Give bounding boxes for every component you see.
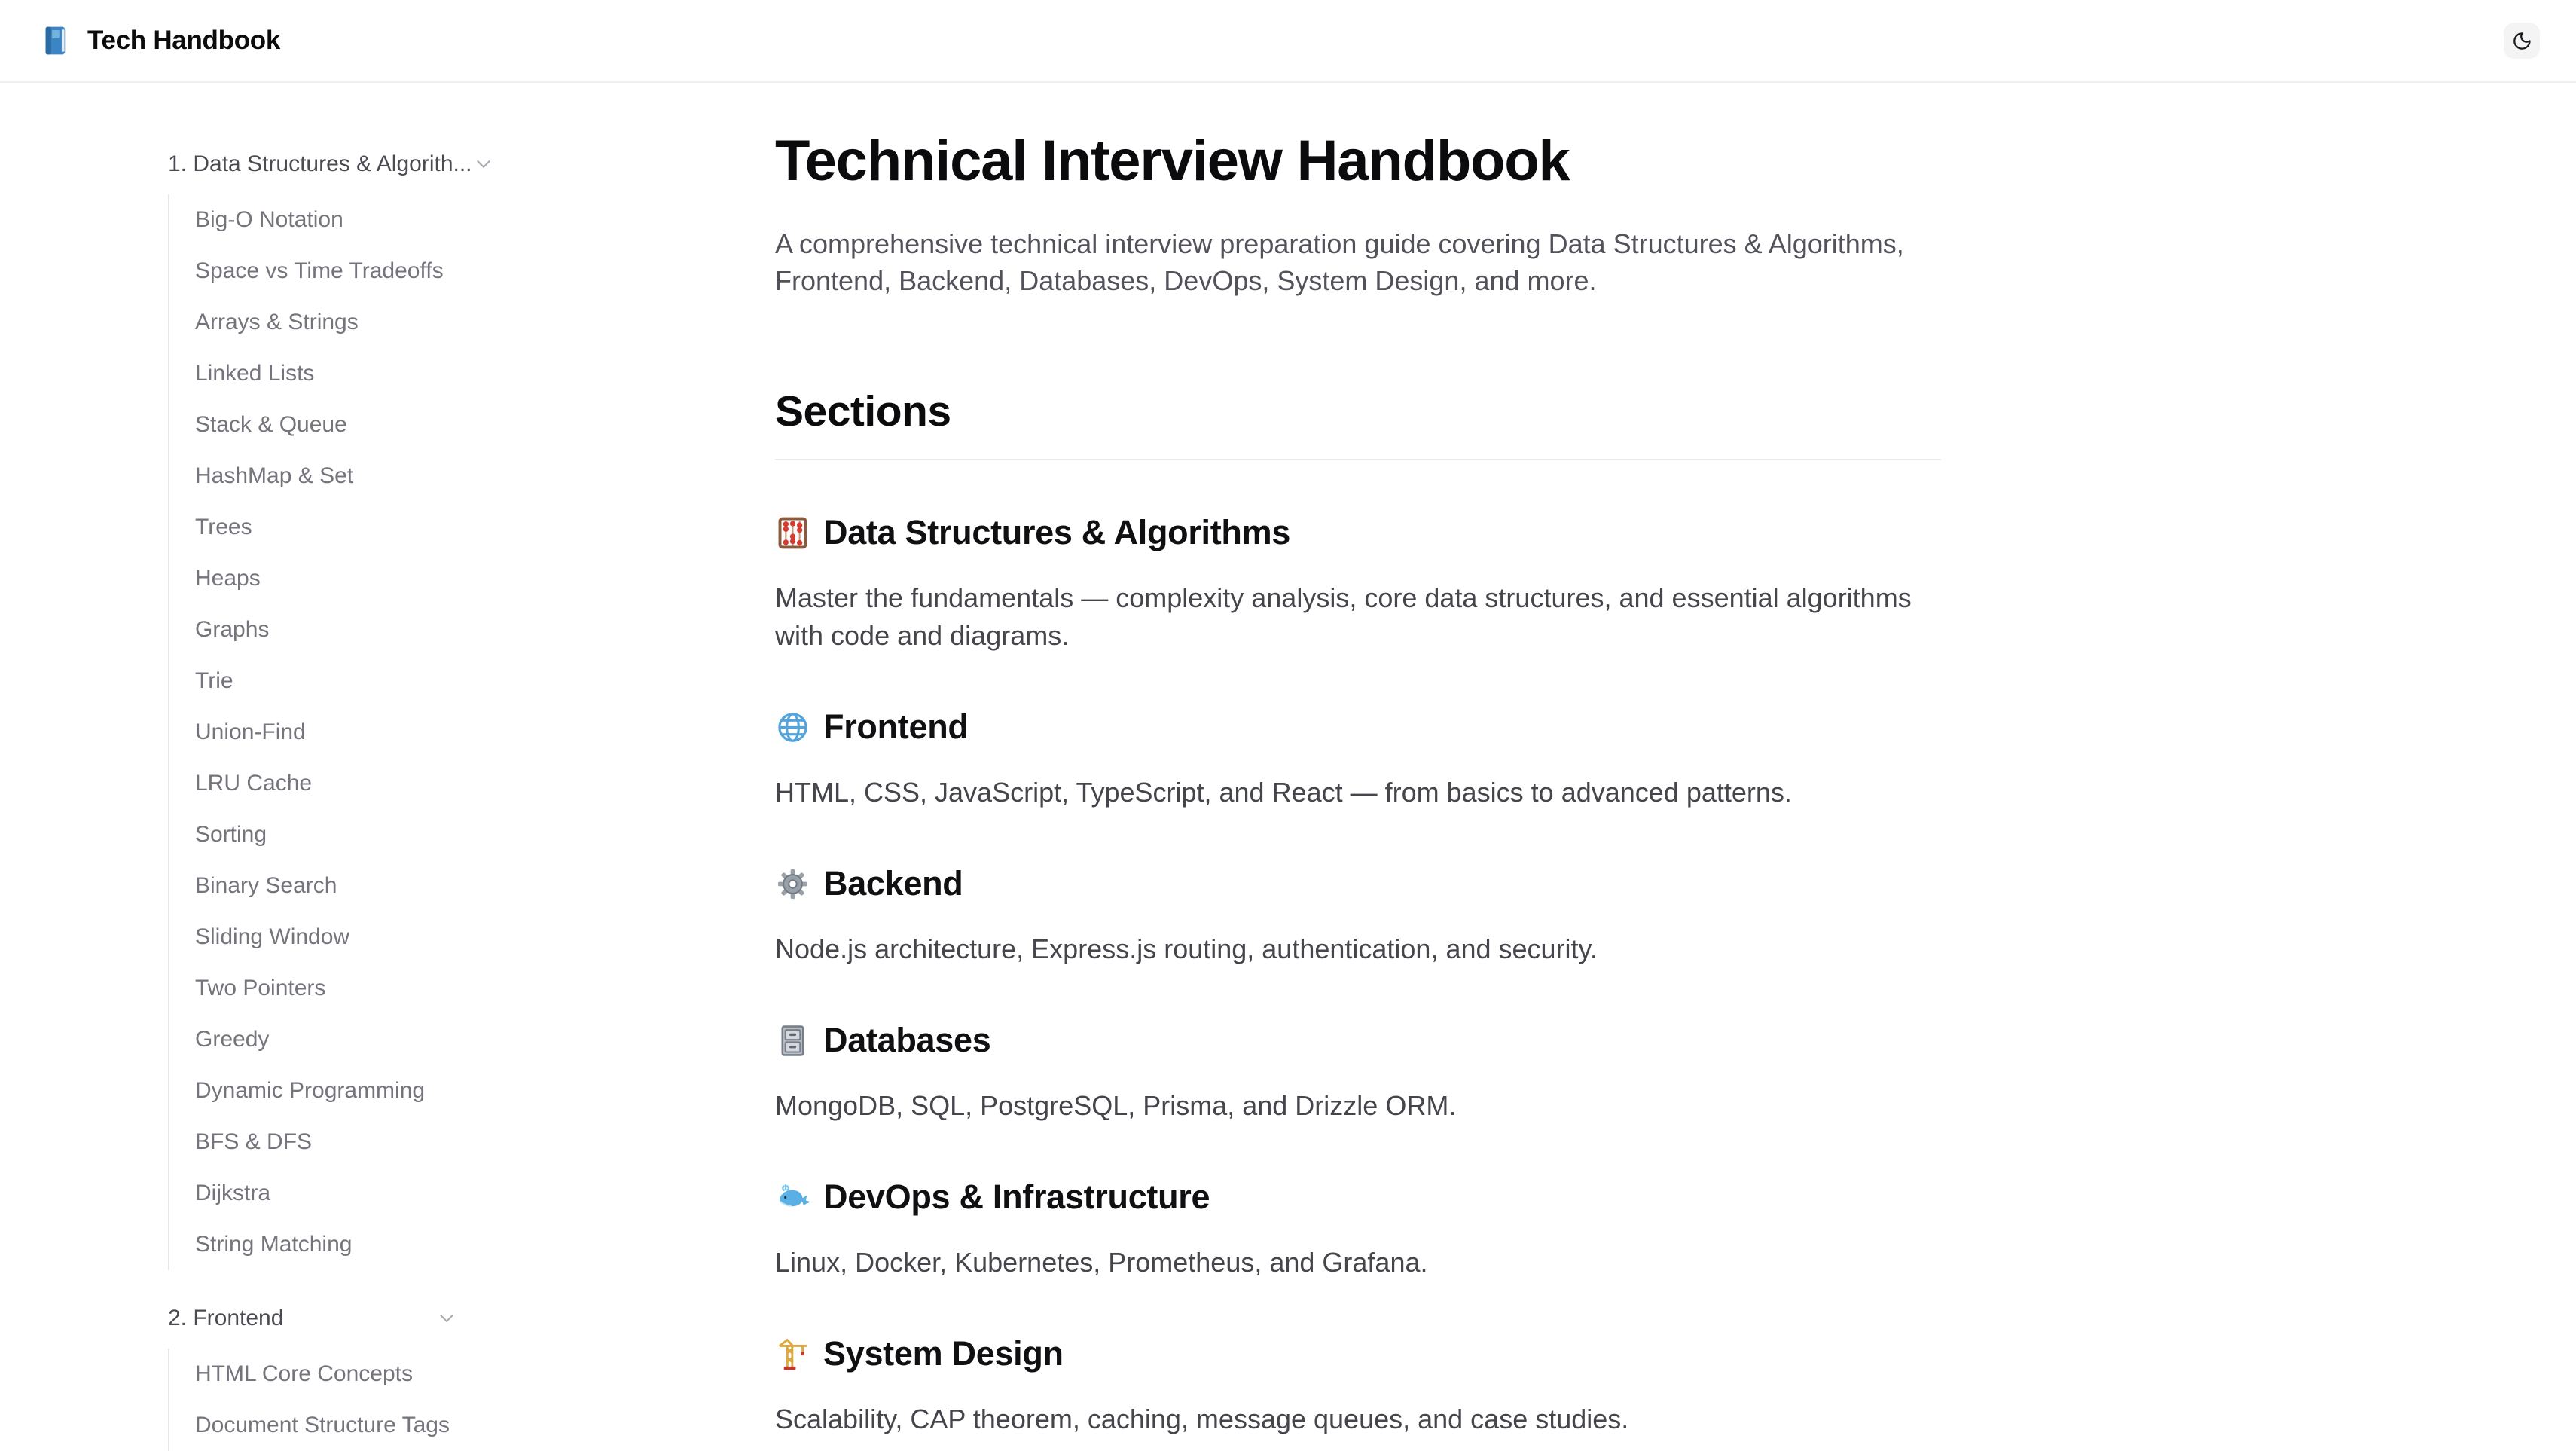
gear-icon <box>775 866 810 902</box>
abacus-icon <box>775 515 810 551</box>
top-navbar <box>0 0 2576 83</box>
sidebar-item[interactable]: Linked Lists <box>195 361 315 386</box>
section-description: Master the fundamentals — complexity analysis, core data structures, and essential algorithms with code and diagrams. <box>775 582 1912 651</box>
section-heading <box>775 864 1941 903</box>
sidebar-item[interactable]: Dynamic Programming <box>195 1078 426 1103</box>
sidebar-item[interactable]: HashMap & Set <box>195 463 354 488</box>
crane-icon <box>775 1336 810 1372</box>
sidebar-item-list <box>168 1349 607 1451</box>
doc-section <box>775 1021 1941 1125</box>
sidebar-item[interactable]: Arrays & Strings <box>195 310 359 334</box>
site-logo[interactable] <box>39 24 280 57</box>
sidebar-item-list <box>168 194 607 1270</box>
blue-book-icon <box>39 24 72 57</box>
theme-toggle-button[interactable] <box>2504 23 2540 59</box>
sidebar-item[interactable]: String Matching <box>195 1232 353 1257</box>
doc-section <box>775 864 1941 968</box>
doc-section <box>775 707 1941 811</box>
sections-heading: Sections <box>775 386 1941 460</box>
sidebar-item[interactable]: Greedy <box>195 1027 270 1052</box>
sidebar-section-toggle[interactable] <box>168 1303 458 1333</box>
sidebar-item[interactable]: Trees <box>195 515 252 539</box>
chevron-down-icon <box>435 1307 458 1330</box>
sidebar-item[interactable]: Sorting <box>195 822 267 847</box>
sidebar-item[interactable]: Union-Find <box>195 719 306 744</box>
moon-icon <box>2512 31 2532 51</box>
sidebar <box>0 83 607 1451</box>
sidebar-item[interactable]: HTML Core Concepts <box>195 1361 413 1386</box>
section-heading <box>775 1334 1941 1373</box>
doc-section <box>775 1178 1941 1281</box>
sidebar-section <box>168 1303 607 1451</box>
sidebar-item[interactable]: Graphs <box>195 617 270 642</box>
section-description: HTML, CSS, JavaScript, TypeScript, and React — from basics to advanced patterns. <box>775 777 1792 808</box>
section-description: Linux, Docker, Kubernetes, Prometheus, and Grafana. <box>775 1247 1428 1278</box>
section-heading-text: Databases <box>823 1021 991 1059</box>
section-heading-text: DevOps & Infrastructure <box>823 1178 1210 1216</box>
section-heading <box>775 513 1941 552</box>
doc-section <box>775 1334 1941 1438</box>
sidebar-item[interactable]: Binary Search <box>195 873 337 898</box>
section-description: MongoDB, SQL, PostgreSQL, Prisma, and Drizzle ORM. <box>775 1090 1457 1121</box>
doc-section <box>775 513 1941 655</box>
section-heading <box>775 1021 1941 1060</box>
section-heading-text: Frontend <box>823 707 969 746</box>
sidebar-section <box>168 149 607 1270</box>
sidebar-section-label: 2. Frontend <box>168 1306 284 1330</box>
globe-icon <box>775 710 810 745</box>
sidebar-item[interactable]: BFS & DFS <box>195 1129 313 1154</box>
main-content <box>607 83 1941 1438</box>
section-heading-text: Backend <box>823 864 963 903</box>
sidebar-item[interactable]: Space vs Time Tradeoffs <box>195 258 444 283</box>
section-heading <box>775 1178 1941 1217</box>
sidebar-item[interactable]: Document Structure Tags <box>195 1413 450 1437</box>
doc-sections <box>775 513 1941 1438</box>
sidebar-item[interactable]: LRU Cache <box>195 771 313 796</box>
file-cabinet-icon <box>775 1023 810 1058</box>
section-heading-text: System Design <box>823 1334 1064 1373</box>
section-heading <box>775 707 1941 747</box>
whale-icon <box>775 1180 810 1215</box>
chevron-down-icon <box>472 153 495 176</box>
sidebar-section-label: 1. Data Structures & Algorith... <box>168 151 472 176</box>
page-intro: A comprehensive technical interview preparation guide covering Data Structures & Algorithms, Frontend, Backend, Databases, DevOps, System Design, and more. <box>775 228 1904 296</box>
sidebar-item[interactable]: Two Pointers <box>195 976 326 1000</box>
sidebar-item[interactable]: Dijkstra <box>195 1181 271 1205</box>
sidebar-item[interactable]: Trie <box>195 668 233 693</box>
sidebar-section-toggle[interactable] <box>168 149 472 179</box>
section-heading-text: Data Structures & Algorithms <box>823 513 1291 551</box>
page-title: Technical Interview Handbook <box>775 129 1570 193</box>
sidebar-item[interactable]: Heaps <box>195 566 261 591</box>
section-description: Scalability, CAP theorem, caching, message queues, and case studies. <box>775 1404 1629 1434</box>
sidebar-item[interactable]: Big-O Notation <box>195 207 343 232</box>
sidebar-item[interactable]: Stack & Queue <box>195 412 347 437</box>
site-title: Tech Handbook <box>87 26 281 55</box>
sidebar-item[interactable]: Sliding Window <box>195 924 350 949</box>
section-description: Node.js architecture, Express.js routing, authentication, and security. <box>775 933 1598 964</box>
